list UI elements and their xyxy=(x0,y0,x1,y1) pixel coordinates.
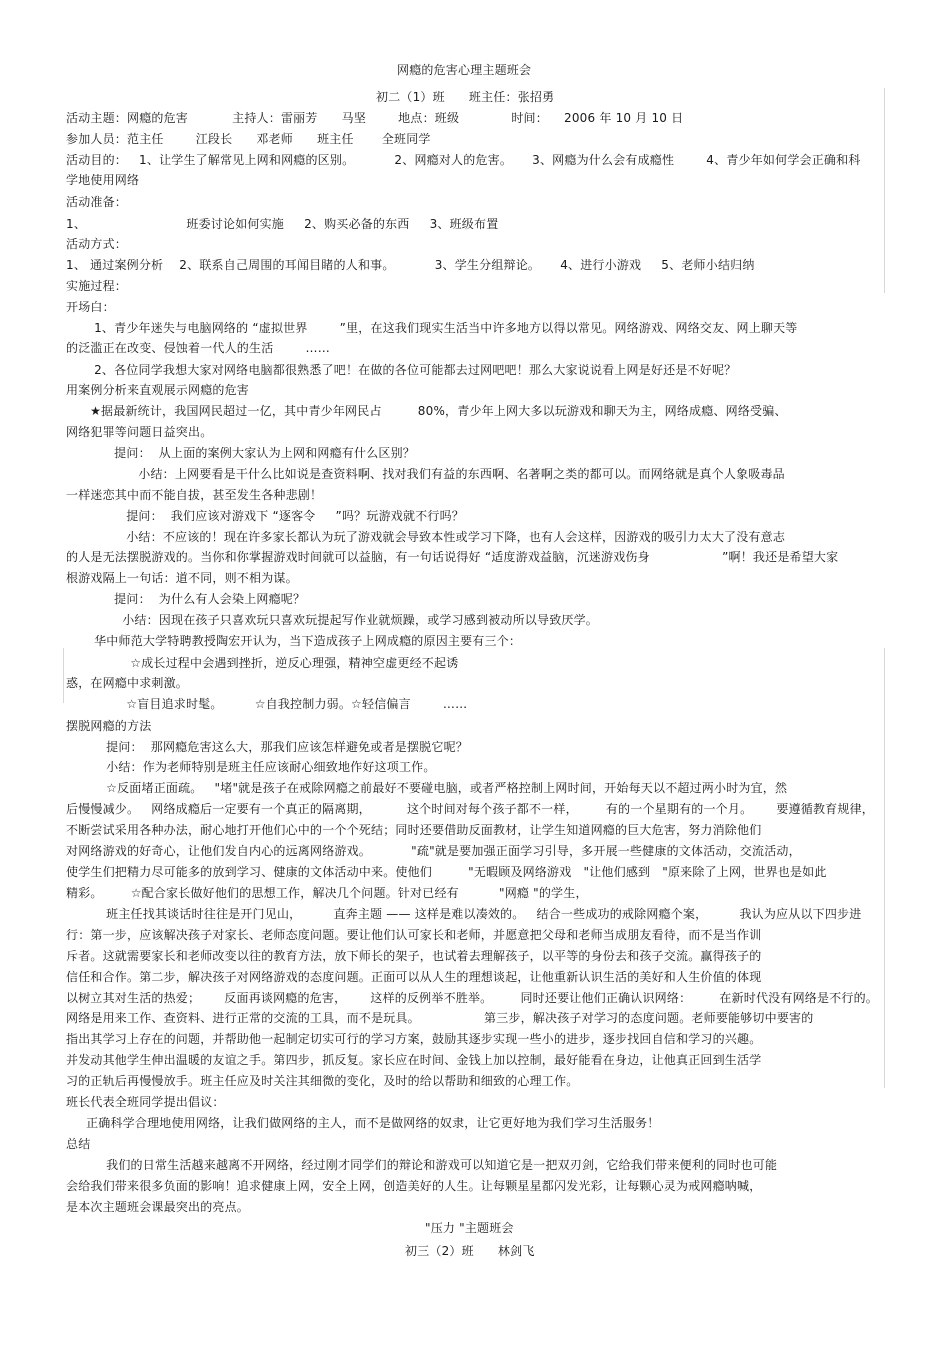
left-margin-rule-bottom xyxy=(63,648,64,703)
body-line: 后慢慢减少。 网络成瘾后一定要有一个真正的隔离期， 这个时间对每个孩子都不一样， 有的一个星期有的一个月。 要遵循教育规律， xyxy=(66,802,874,816)
participants: 参加人员：范主任 江段长 邓老师 班主任 全班同学 xyxy=(66,132,431,146)
body-line: 会给我们带来很多负面的影响！追求健康上网，安全上网，创造美好的人生。让每颗星星都闪发光彩，让每颗心灵为戒网瘾呐喊， xyxy=(66,1179,762,1193)
body-line: 根游戏隔上一句话：道不同，则不相为谋。 xyxy=(66,571,298,585)
document-title: 网瘾的危害心理主题班会 xyxy=(397,63,532,77)
body-line: 网络是用来工作、查资料、进行正常的交流的工具，而不是玩具。 第三步，解决孩子对学习的态度问题。老师要能够切中要害的 xyxy=(66,1011,814,1025)
body-line: 小结：上网要看是干什么比如说是查资料啊、找对我们有益的东西啊、名著啊之类的都可以。而网络就是真个人象吸毒品 xyxy=(66,467,785,481)
body-line: 华中师范大学特聘教授陶宏开认为，当下造成孩子上网成瘾的原因主要有三个： xyxy=(66,634,522,648)
body-line: 网络犯罪等问题日益突出。 xyxy=(66,425,213,439)
body-line: ★据最新统计，我国网民超过一亿，其中青少年网民占 80%，青少年上网大多以玩游戏和聊天为主，网络成瘾、网络受骗、 xyxy=(66,404,787,418)
body-line: 小结：因现在孩子只喜欢玩只喜欢玩提起写作业就烦躁，或学习感到被动所以导致厌学。 xyxy=(66,613,599,627)
preparation-items: 1、 班委讨论如何实施 2、购买必备的东西 3、班级布置 xyxy=(66,217,499,231)
section-heading: 总结 xyxy=(66,1137,91,1151)
next-document-title: "压力 "主题班会 xyxy=(425,1221,514,1235)
body-line: 精彩。 ☆配合家长做好他们的思想工作，解决几个问题。针对已经有 "网瘾 "的学生， xyxy=(66,886,588,900)
body-line: 提问： 我们应该对游戏下 “逐客令 ”吗？玩游戏就不行吗？ xyxy=(66,509,464,523)
body-line: 的泛滥正在改变、侵蚀着一代人的生活 …… xyxy=(66,341,330,355)
body-line: 一样迷恋其中而不能自拔，甚至发生各种悲剧！ xyxy=(66,488,323,502)
body-line: 惑，在网瘾中求刺激。 xyxy=(66,676,189,690)
body-line: ☆成长过程中会遇到挫折，逆反心理强，精神空虚更经不起诱 xyxy=(66,656,459,670)
class-and-teacher: 初二（1）班 班主任：张招勇 xyxy=(376,90,555,104)
next-document-class: 初三（2）班 林剑飞 xyxy=(405,1244,535,1258)
body-line: 并发动其他学生伸出温暖的友谊之手。第四步，抓反复。家长应在时间、金钱上加以控制，最好能看在身边，让他真正回到生活学 xyxy=(66,1053,762,1067)
section-heading: 用案例分析来直观展示网瘾的危害 xyxy=(66,383,250,397)
body-line: 不断尝试采用各种办法，耐心地打开他们心中的一个个死结；同时还要借助反面教材，让学生知道网瘾的巨大危害，努力消除他们 xyxy=(66,823,762,837)
body-line: 习的正轨后再慢慢放手。班主任应及时关注其细微的变化，及时的给以帮助和细致的心理工作。 xyxy=(66,1074,579,1088)
purpose-line-2: 学地使用网络 xyxy=(66,173,140,187)
body-line: ☆反面堵正面疏。 "堵"就是孩子在戒除网瘾之前最好不要碰电脑，或者严格控制上网时间，开始每天以不超过两小时为宜，然 xyxy=(66,781,788,795)
body-line: 提问： 从上面的案例大家认为上网和网瘾有什么区别？ xyxy=(66,446,416,460)
body-line: 我们的日常生活越来越离不开网络，经过刚才同学们的辩论和游戏可以知道它是一把双刃剑，它给我们带来便利的同时也可能 xyxy=(66,1158,778,1172)
body-line: 提问： 为什么有人会染上网瘾呢？ xyxy=(66,592,306,606)
purpose-line-1: 活动目的： 1、让学生了解常见上网和网瘾的区别。 2、网瘾对人的危害。 3、网瘾为什么会有成瘾性 4、青少年如何学会正确和科 xyxy=(66,153,861,167)
body-line: 斥者。这就需要家长和老师改变以往的教育方法，放下师长的架子，也试着去理解孩子，以平等的身份去和孩子交流。赢得孩子的 xyxy=(66,949,762,963)
body-line: 指出其学习上存在的问题，并帮助他一起制定切实可行的学习方案，鼓励其逐步实现一些小的进步，逐步找回自信和学习的兴趣。 xyxy=(66,1032,762,1046)
right-margin-rule-bottom xyxy=(884,648,885,1088)
body-line: 小结：作为老师特别是班主任应该耐心细致地作好这项工作。 xyxy=(66,760,436,774)
body-line: 使学生们把精力尽可能多的放到学习、健康的文体活动中来。使他们 "无暇顾及网络游戏 "让他们感到 "原来除了上网，世界也是如此 xyxy=(66,865,827,879)
body-line: 以树立其对生活的热爱； 反面再谈网瘾的危害， 这样的反例举不胜举。 同时还要让他们正确认识网络： 在新时代没有网络是不行的。 xyxy=(66,991,878,1005)
body-line: 是本次主题班会课最突出的亮点。 xyxy=(66,1200,250,1214)
body-line: 对网络游戏的好奇心，让他们发自内心的远离网络游戏。 "疏"就是要加强正面学习引导，多开展一些健康的文体活动，交流活动， xyxy=(66,844,801,858)
section-heading: 摆脱网瘾的方法 xyxy=(66,719,152,733)
body-line: 提问： 那网瘾危害这么大，那我们应该怎样避免或者是摆脱它呢？ xyxy=(66,740,468,754)
preparation-heading: 活动准备： xyxy=(66,195,128,209)
method-heading: 活动方式： xyxy=(66,237,128,251)
body-line: 2、各位同学我想大家对网络电脑都很熟悉了吧！在做的各位可能都去过网吧吧！那么大家说说看上网是好还是不好呢？ xyxy=(66,363,737,377)
body-line: 小结：不应该的！现在许多家长都认为玩了游戏就会导致本性或学习下降，也有人会这样，因游戏的吸引力太大了没有意志 xyxy=(66,530,786,544)
body-line: 行：第一步，应该解决孩子对家长、老师态度问题。要让他们认可家长和老师，并愿意把父母和老师当成朋友看待，而不是当作训 xyxy=(66,928,762,942)
process-heading: 实施过程： xyxy=(66,279,128,293)
body-line: 正确科学合理地使用网络，让我们做网络的主人，而不是做网络的奴隶，让它更好地为我们学习生活服务！ xyxy=(66,1116,660,1130)
section-heading: 班长代表全班同学提出倡议： xyxy=(66,1095,225,1109)
body-line: 班主任找其谈话时往往是开门见山， 直奔主题 —— 这样是难以凑效的。 结合一些成功的戒除网瘾个案， 我认为应从以下四步进 xyxy=(66,907,862,921)
method-items: 1、 通过案例分析 2、联系自己周围的耳闻目睹的人和事。 3、学生分组辩论。 4、进行小游戏 5、老师小结归纳 xyxy=(66,258,755,272)
opening-heading: 开场白： xyxy=(66,300,115,314)
right-margin-rule-top xyxy=(884,88,885,293)
body-line: ☆盲目追求时髦。 ☆自我控制力弱。☆轻信偏言 …… xyxy=(66,697,468,711)
body-line: 的人是无法摆脱游戏的。当你和你掌握游戏时间就可以益脑，有一句话说得好 “适度游戏益脑，沉迷游戏伤身 ”啊！我还是希望大家 xyxy=(66,550,839,564)
body-line: 信任和合作。第二步，解决孩子对网络游戏的态度问题。正面可以从人生的理想谈起，让他重新认识生活的美好和人生价值的体现 xyxy=(66,970,762,984)
activity-info: 活动主题：网瘾的危害 主持人：雷丽芳 马坚 地点：班级 时间： 2006 年 10 月 10 日 xyxy=(66,111,684,125)
body-line: 1、青少年迷失与电脑网络的 “虚拟世界 ”里，在这我们现实生活当中许多地方以得以常见。网络游戏、网络交友、网上聊天等 xyxy=(66,321,798,335)
